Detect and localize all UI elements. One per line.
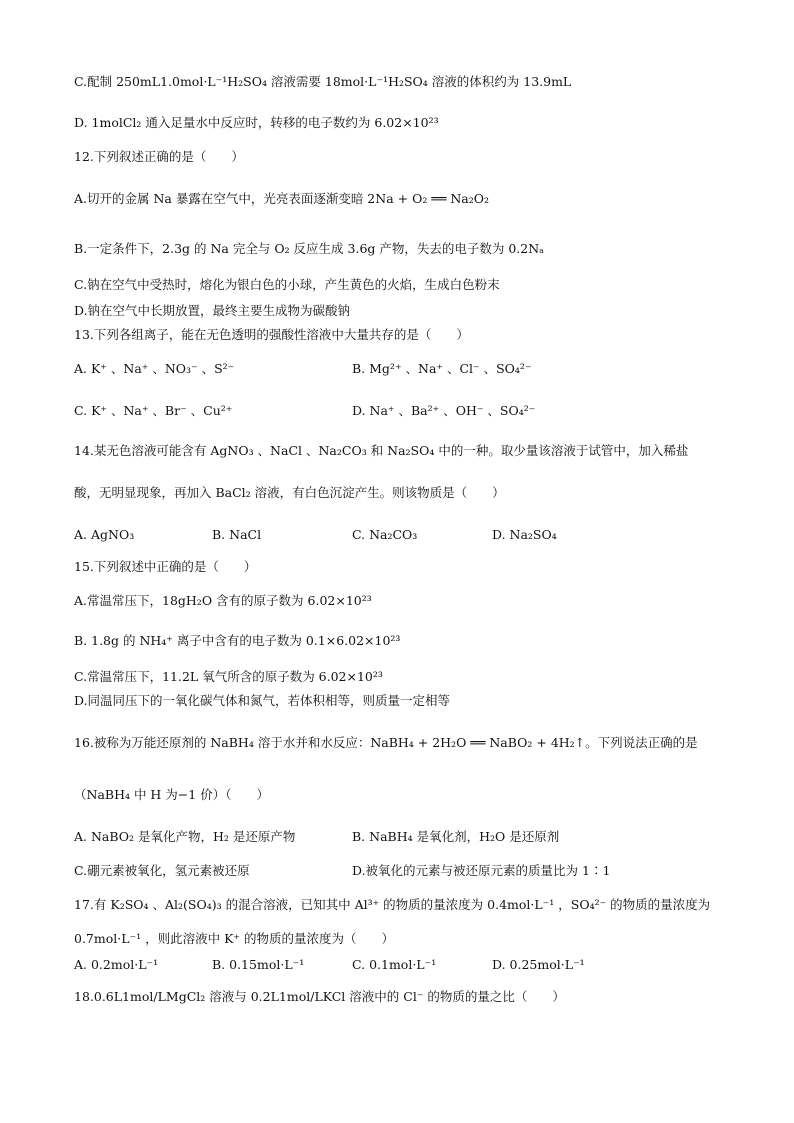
- line-q11-option-c: C.配制 250mL1.0mol·L⁻¹H₂SO₄ 溶液需要 18mol·L⁻¹H₂SO₄ 溶液的体积约为 13.9mL: [74, 74, 572, 89]
- question-16-option-c: C.硼元素被氧化，氢元素被还原: [74, 863, 250, 878]
- question-16-stem: 16.被称为万能还原剂的 NaBH₄ 溶于水并和水反应：NaBH₄ + 2H₂O ══ NaBO₂ + 4H₂↑。下列说法正确的是: [74, 735, 698, 750]
- question-12-option-a: A.切开的金属 Na 暴露在空气中，光亮表面逐渐变暗 2Na + O₂ ══ Na₂O₂: [74, 191, 489, 206]
- question-16-stem-cont: （NaBH₄ 中 H 为−1 价）（ ）: [74, 787, 269, 802]
- question-17-stem: 17.有 K₂SO₄ 、Al₂(SO₄)₃ 的混合溶液，已知其中 Al³⁺ 的物质的量浓度为 0.4mol·L⁻¹ ，SO₄²⁻ 的物质的量浓度为: [74, 897, 711, 912]
- question-12-stem: 12.下列叙述正确的是（ ）: [74, 149, 244, 164]
- question-14-option-c: C. Na₂CO₃: [352, 527, 418, 542]
- question-16-option-a: A. NaBO₂ 是氧化产物，H₂ 是还原产物: [74, 829, 296, 844]
- line-q11-option-d: D. 1molCl₂ 通入足量水中反应时，转移的电子数约为 6.02×10²³: [74, 115, 439, 130]
- question-14-option-b: B. NaCl: [212, 527, 262, 542]
- question-13-option-d: D. Na⁺ 、Ba²⁺ 、OH⁻ 、SO₄²⁻: [352, 403, 536, 418]
- question-17-option-d: D. 0.25mol·L⁻¹: [492, 957, 585, 972]
- question-12-option-d: D.钠在空气中长期放置，最终主要生成物为碳酸钠: [74, 303, 351, 318]
- question-15-stem: 15.下列叙述中正确的是（ ）: [74, 559, 257, 574]
- question-18-stem: 18.0.6L1mol/LMgCl₂ 溶液与 0.2L1mol/LKCl 溶液中的 Cl⁻ 的物质的量之比（ ）: [74, 989, 565, 1004]
- question-16-option-d: D.被氧化的元素与被还原元素的质量比为 1∶1: [352, 863, 611, 878]
- question-15-option-a: A.常温常压下，18gH₂O 含有的原子数为 6.02×10²³: [74, 593, 372, 608]
- question-12-option-b: B.一定条件下，2.3g 的 Na 完全与 O₂ 反应生成 3.6g 产物，失去的电子数为 0.2Nₐ: [74, 241, 544, 256]
- question-17-option-c: C. 0.1mol·L⁻¹: [352, 957, 437, 972]
- question-13-option-b: B. Mg²⁺ 、Na⁺ 、Cl⁻ 、SO₄²⁻: [352, 361, 532, 376]
- question-14-stem: 14.某无色溶液可能含有 AgNO₃ 、NaCl 、Na₂CO₃ 和 Na₂SO₄ 中的一种。取少量该溶液于试管中，加入稀盐: [74, 443, 689, 458]
- question-15-option-c: C.常温常压下，11.2L 氧气所含的原子数为 6.02×10²³: [74, 669, 383, 684]
- question-17-option-a: A. 0.2mol·L⁻¹: [74, 957, 159, 972]
- question-17-option-b: B. 0.15mol·L⁻¹: [212, 957, 305, 972]
- question-12-option-c: C.钠在空气中受热时，熔化为银白色的小球，产生黄色的火焰，生成白色粉末: [74, 277, 500, 292]
- question-14-option-d: D. Na₂SO₄: [492, 527, 557, 542]
- question-16-option-b: B. NaBH₄ 是氧化剂，H₂O 是还原剂: [352, 829, 560, 844]
- question-15-option-d: D.同温同压下的一氧化碳气体和氮气，若体积相等，则质量一定相等: [74, 693, 451, 708]
- question-17-stem-cont: 0.7mol·L⁻¹ ，则此溶液中 K⁺ 的物质的量浓度为（ ）: [74, 931, 394, 946]
- question-13-option-a: A. K⁺ 、Na⁺ 、NO₃⁻ 、S²⁻: [74, 361, 235, 376]
- question-13-option-c: C. K⁺ 、Na⁺ 、Br⁻ 、Cu²⁺: [74, 403, 233, 418]
- question-14-stem-cont: 酸，无明显现象，再加入 BaCl₂ 溶液，有白色沉淀产生。则该物质是（ ）: [74, 485, 505, 500]
- question-15-option-b: B. 1.8g 的 NH₄⁺ 离子中含有的电子数为 0.1×6.02×10²³: [74, 633, 401, 648]
- question-13-stem: 13.下列各组离子，能在无色透明的强酸性溶液中大量共存的是（ ）: [74, 327, 469, 342]
- question-14-option-a: A. AgNO₃: [74, 527, 135, 542]
